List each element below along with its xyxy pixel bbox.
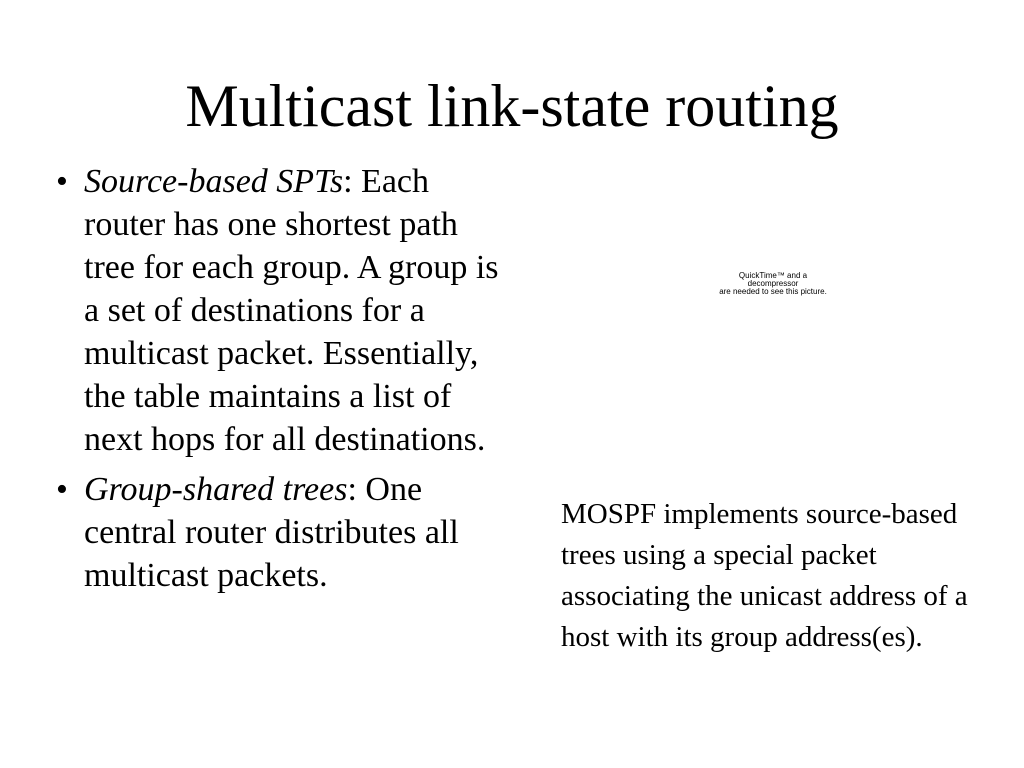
bullet-marker: • [56,163,68,200]
slide-title: Multicast link-state routing [185,73,839,139]
image-placeholder-line: decompressor [747,279,799,288]
bullet-item-group-shared [56,468,506,597]
bullet-separator: : [343,163,353,200]
bullet-separator: : [347,471,357,508]
image-placeholder-line: QuickTime™ and a [738,271,808,280]
caption-text: MOSPF implements source-based trees using a special packet associating the unicast address of a host with its group address(es). [561,498,968,653]
image-placeholder-line: are needed to see this picture. [719,287,827,296]
bullet-text: One central router distributes all multicast packets. [84,471,459,594]
bullet-marker: • [56,471,68,508]
bullet-text: Each router has one shortest path tree for each group. A group is a set of destinations for a multicast packet. Essentially, the table maintains a list of next hops for all destinations. [84,163,499,458]
bullet-list [56,160,506,604]
bullet-term: Group-shared trees [84,471,348,508]
bullet-term: Source-based SPTs [84,163,344,200]
bullet-item-source-based [56,160,506,461]
image-placeholder [708,272,838,296]
